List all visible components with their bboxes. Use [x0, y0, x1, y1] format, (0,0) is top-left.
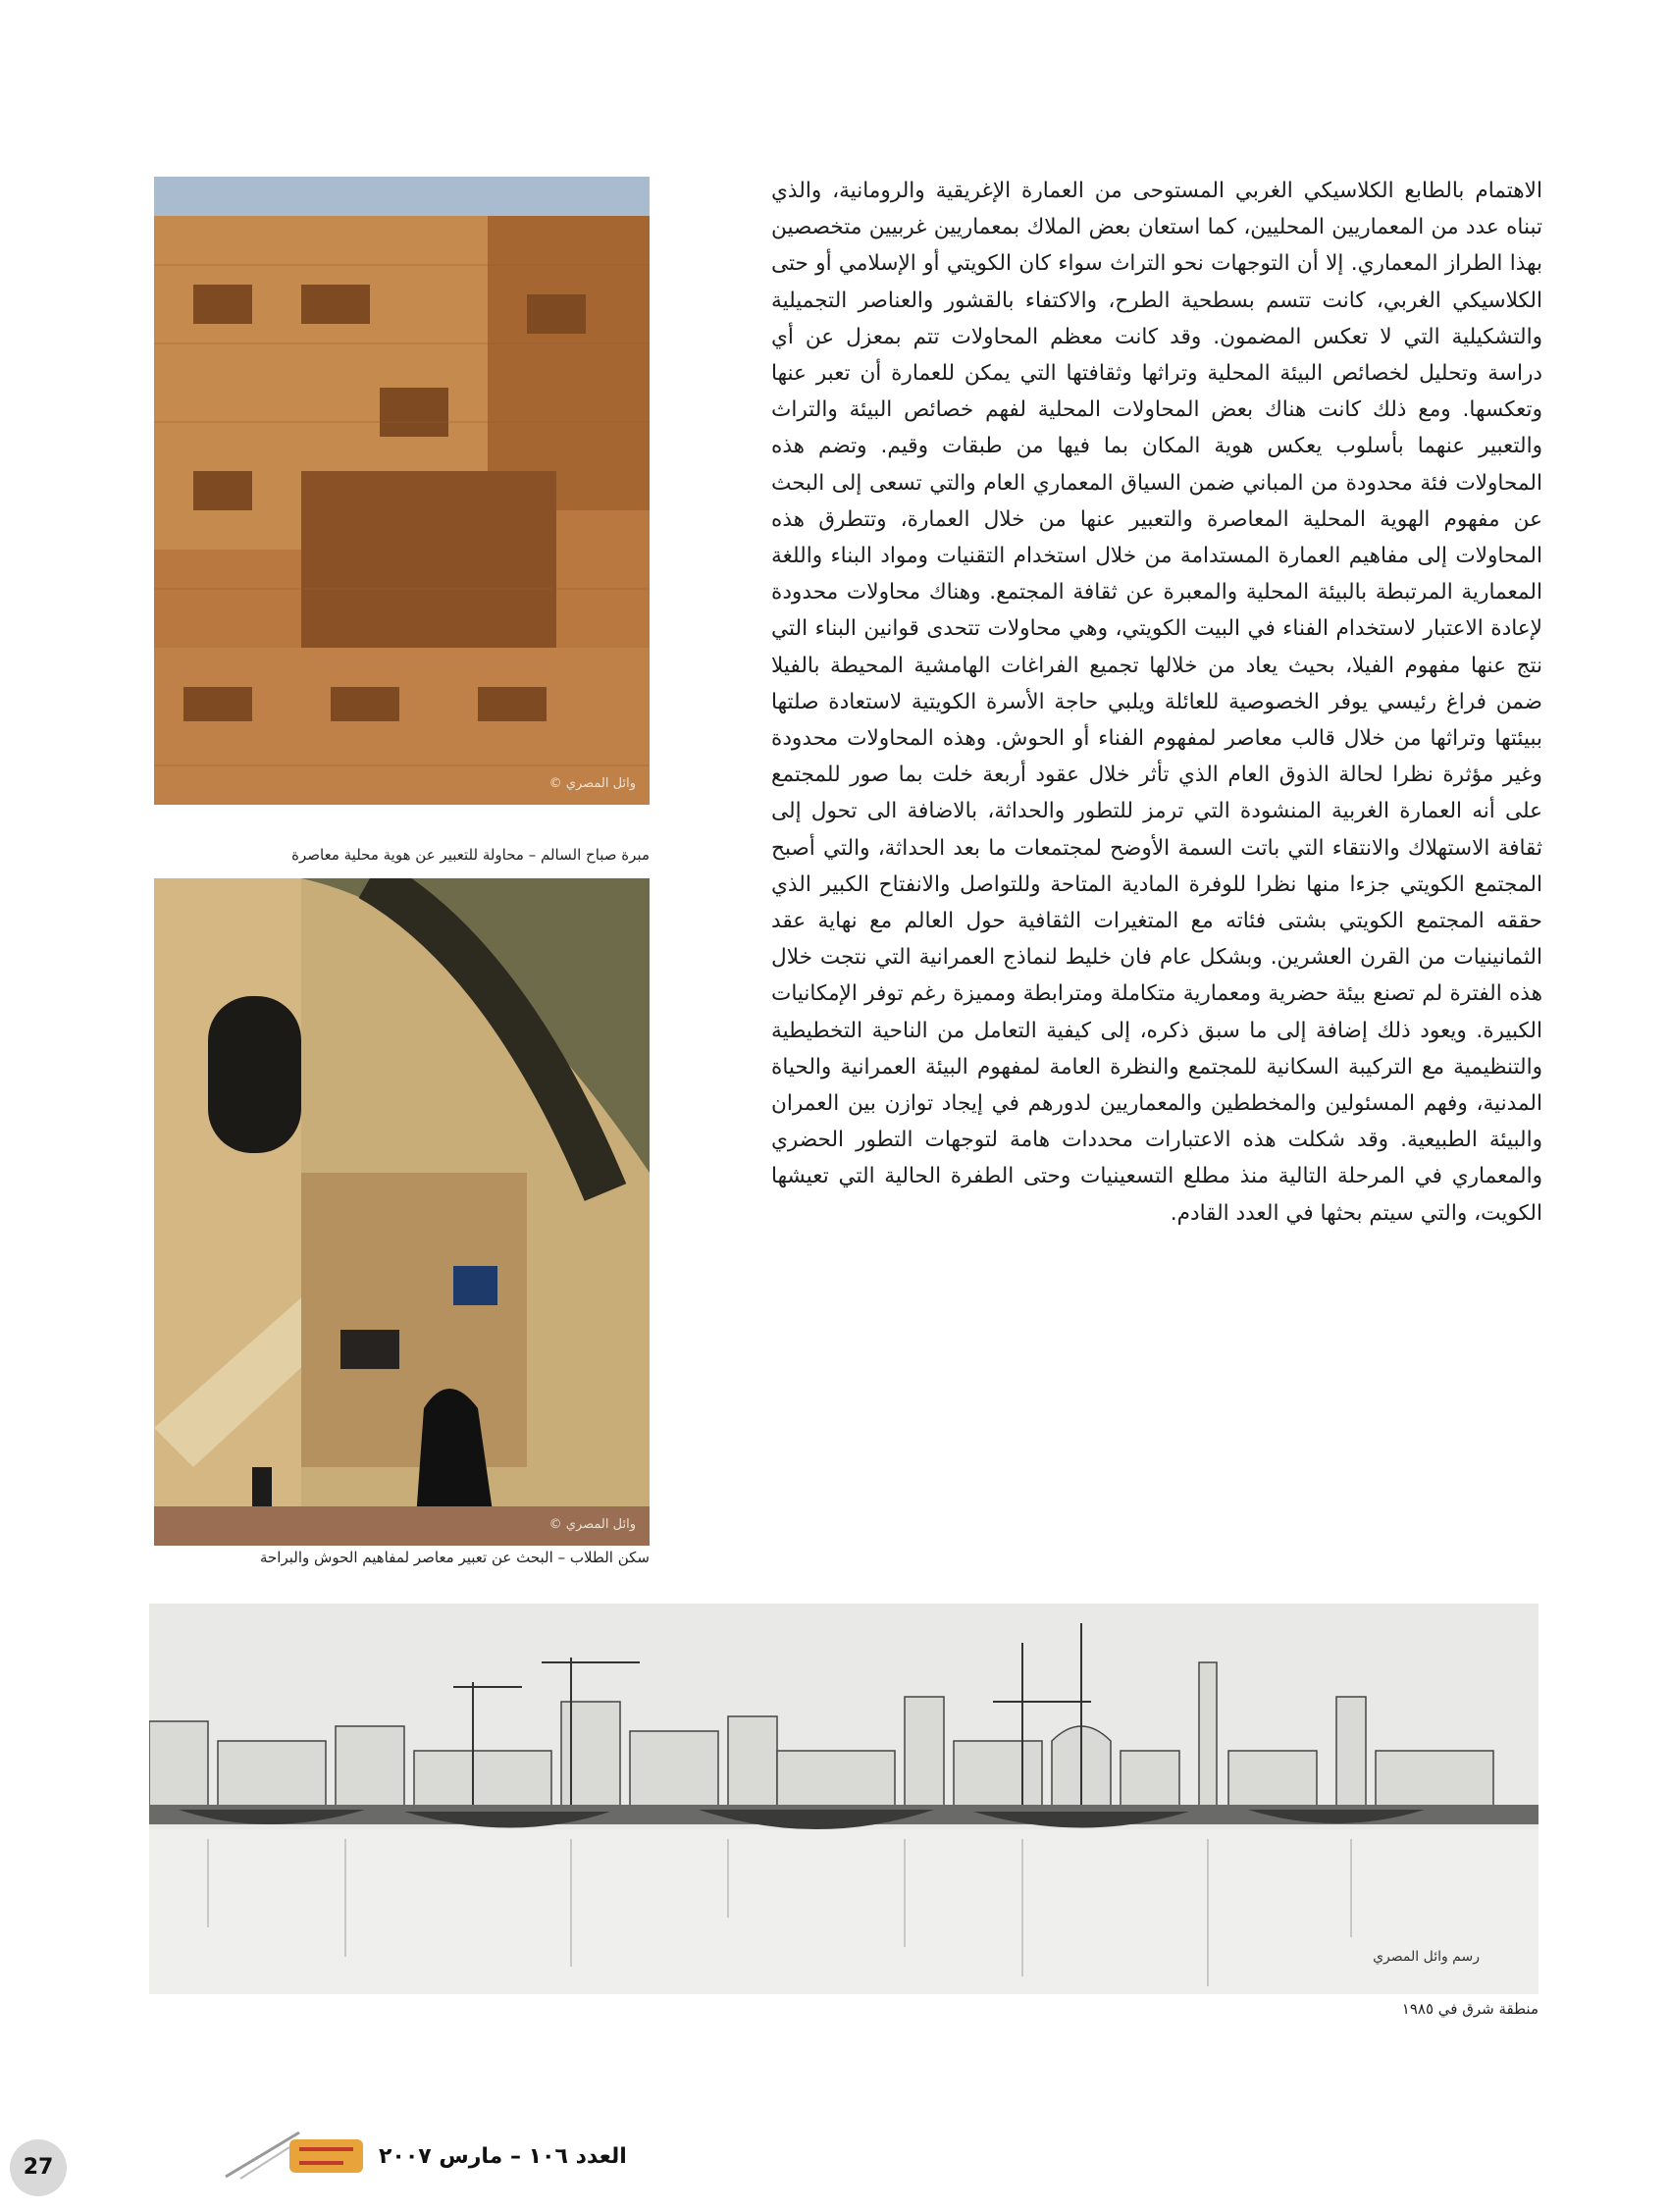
- courtyard-illustration: [154, 878, 650, 1546]
- brick-building-illustration: [154, 177, 650, 805]
- figure-photo-student-housing: [154, 878, 650, 1546]
- sharq-skyline-drawing: [149, 1604, 1539, 1994]
- figure-caption: مبرة صباح السالم – محاولة للتعبير عن هوية محلية معاصرة: [291, 846, 650, 864]
- page-number: 27: [10, 2139, 67, 2196]
- figure-photo-mabarra: [154, 177, 650, 805]
- article-body: الاهتمام بالطابع الكلاسيكي الغربي المستوحى من العمارة الإغريقية والرومانية، والذي تبناه عدد من المعماريين المحليين، كما استعان بعض الملاك بمعماريين غربيين متخصصين بهذا الطراز المعماري. إلا أن التوجهات نحو التراث سواء كان الكويتي أو الإسلامي أو حتى الكلاسيكي الغربي، كانت تتسم بسطحية الطرح، والاكتفاء بالقشور والعناصر التجميلية والتشكيلية التي لا تعكس المضمون. وقد كانت معظم المحاولات تتم بمعزل عن أي دراسة وتحليل لخصائص البيئة المحلية وتراثها وثقافتها التي يمكن للعمارة أن تعبر عنها وتعكسها. ومع ذلك كانت هناك بعض المحاولات المحلية لفهم خصائص البيئة والتراث والتعبير عنهما بأسلوب يعكس هوية المكان بما فيها من طبقات وقيم. وتضم هذه المحاولات فئة محدودة من المباني ضمن السياق المعماري العام والتي تسعى إلى البحث عن مفهوم الهوية المحلية المعاصرة والتعبير عنها من خلال العمارة، وتتطرق هذه المحاولات إلى مفاهيم العمارة المستدامة من خلال استخدام التقنيات ومواد البناء واللغة المعمارية المرتبطة بالبيئة المحلية والمعبرة عن ثقافة المجتمع. وهناك محاولات محدودة لإعادة الاعتبار لاستخدام الفناء في البيت الكويتي، وهي محاولات تتحدى قوانين البناء التي نتج عنها مفهوم الفيلا، بحيث يعاد من خلالها تجميع الفراغات الهامشية المحيطة بالفيلا ضمن فراغ رئيسي يوفر الخصوصية للعائلة ويلبي حاجة الأسرة الكويتية لاستعادة صلتها ببيئتها وتراثها من خلال قالب معاصر لمفهوم الفناء أو الحوش. وهذه المحاولات محدودة وغير مؤثرة نظرا لحالة الذوق العام الذي تأثر خلال عقود أربعة خلت بما صور للمجتمع على أنه العمارة الغربية المنشودة التي ترمز للتطور والحداثة، بالاضافة الى تحول إلى ثقافة الاستهلاك والانتقاء التي باتت السمة الأوضح لمجتمعات ما بعد الحداثة، والتي أصبح المجتمع الكويتي جزءا منها نظرا للوفرة المادية المتاحة وللتواصل والانفتاح الكبير الذي حققه المجتمع الكويتي بشتى فئاته مع المتغيرات الثقافية حول العالم مع نهاية عقد الثمانينيات من القرن العشرين. وبشكل عام فان خليط لنماذج العمرانية التي نتجت خلال هذه الفترة لم تصنع بيئة حضرية ومعمارية متكاملة ومترابطة ومميزة رغم توفر الإمكانيات الكبيرة. ويعود ذلك إضافة إلى ما سبق ذكره، إلى كيفية التعامل من الناحية التخطيطية والتنظيمية مع التركيبة السكانية للمجتمع والنظرة العامة لمفهوم البيئة العمرانية والحياة المدنية، وفهم المسئولين والمخططين والمعماريين لدورهم في إيجاد توازن بين العمران والبيئة الطبيعية. وقد شكلت هذه الاعتبارات محددات هامة لتوجهات التطور الحضري والمعماري في المرحلة التالية منذ مطلع التسعينيات وحتى الطفرة الحالية التي تعيشها الكويت، والتي سيتم بحثها في العدد القادم.: [771, 179, 1542, 1226]
- issue-info: العدد ١٠٦ – مارس ٢٠٠٧: [379, 2144, 627, 2169]
- logo-mark: [289, 2139, 363, 2173]
- magazine-logo-icon: [221, 2128, 368, 2183]
- photo-credit: © وائل المصري: [548, 776, 636, 791]
- figure-caption: سكن الطلاب – البحث عن تعبير معاصر لمفاهيم الحوش والبراحة: [259, 1549, 650, 1566]
- sketch-caption: منطقة شرق في ١٩٨٥: [1401, 2000, 1539, 2018]
- photo-credit: © وائل المصري: [548, 1517, 636, 1532]
- skyline-sketch: [149, 1604, 1539, 1994]
- sketch-credit: رسم وائل المصري: [1373, 1949, 1480, 1965]
